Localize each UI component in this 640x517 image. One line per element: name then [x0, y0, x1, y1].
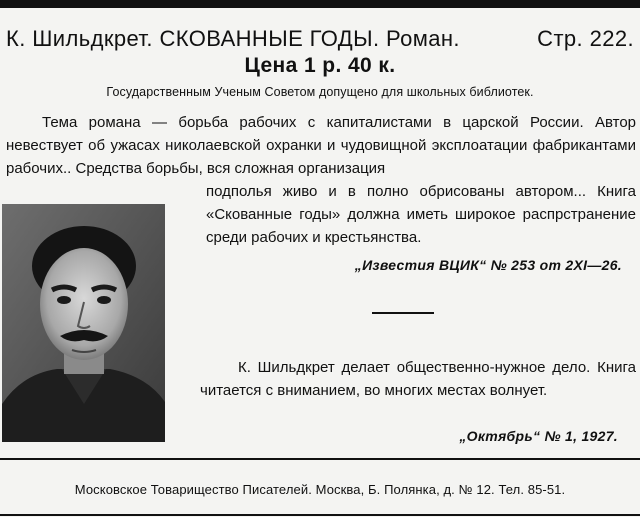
review-izvestia-source: „Известия ВЦИК“ № 253 от 2XI—26. [354, 257, 622, 273]
bottom-rule [0, 458, 640, 460]
review-izvestia-text-full: Тема романа — борьба рабочих с капиталистами в царской России. Автор невествует об ужасах николаевской охранки и чудовищной эксплоатации фабрикантами рабочих.. Средства борьбы, вся сложная организация [6, 114, 636, 177]
top-rule [0, 0, 640, 8]
divider [372, 312, 434, 314]
review-izvestia-text-inset: подполья живо и в полно обрисованы автором... Книга «Скованные годы» должна иметь широкое распрстранение среди рабочих и крестьянства. [206, 183, 636, 246]
page-count: Стр. 222. [537, 26, 634, 51]
publisher-imprint: Московское Товарищество Писателей. Москва, Б. Полянка, д. № 12. Тел. 85-51. [74, 482, 566, 497]
review-oktyabr-source: „Октябрь“ № 1, 1927. [459, 428, 618, 444]
approval-note: Государственным Ученым Советом допущено для школьных библиотек. [106, 85, 534, 99]
book-title: К. Шильдкрет. СКОВАННЫЕ ГОДЫ. Роман. [6, 26, 460, 51]
book-price: Цена 1 р. 40 к. [244, 54, 396, 77]
review-oktyabr-text: К. Шильдкрет делает общественно-нужное дело. Книга читается с вниманием, во многих местах волнует. [200, 359, 636, 399]
book-title-line [0, 24, 640, 54]
review-oktyabr [200, 356, 636, 402]
author-portrait [2, 204, 165, 442]
bottom-rule-lower [0, 514, 640, 516]
